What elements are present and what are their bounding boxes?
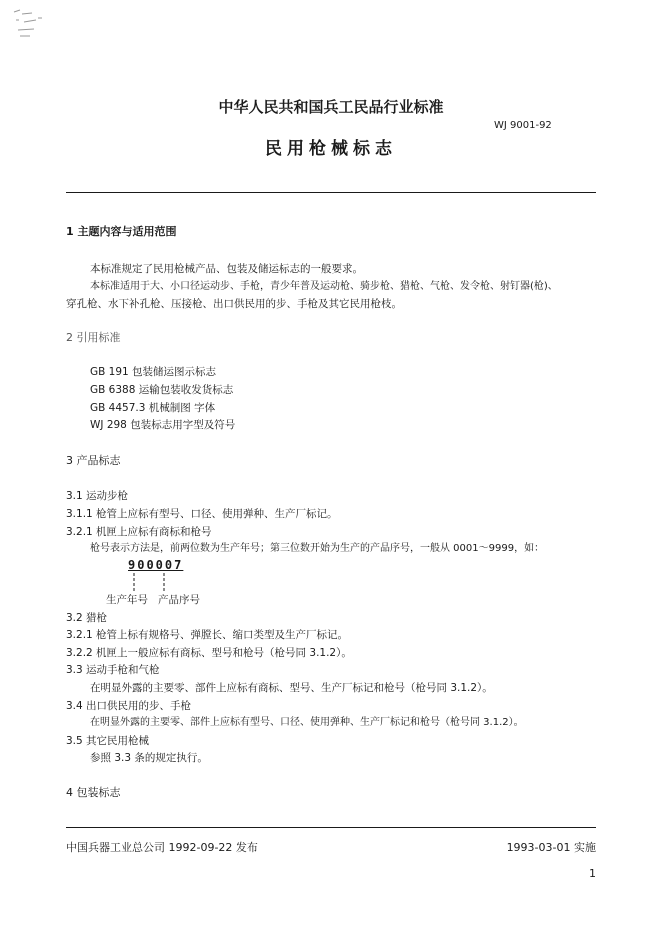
section-4-heading: 4 包装标志: [66, 786, 121, 799]
header-rule: [66, 192, 596, 193]
clause-3-4: 3.4 出口供民用的步、手枪: [66, 700, 192, 712]
section-3-heading: 3 产品标志: [66, 454, 121, 467]
reference-item: GB 6388 运输包装收发货标志: [90, 384, 234, 396]
standard-category: 中华人民共和国兵工民品行业标准: [218, 98, 444, 116]
scan-mark: [10, 6, 60, 46]
reference-item: GB 4457.3 机械制图 字体: [90, 402, 216, 414]
clause-3-2: 3.2 猎枪: [66, 612, 108, 624]
clause-3-1-1: 3.1.1 枪管上应标有型号、口径、使用弹种、生产厂标记。: [66, 508, 338, 520]
clause-3-5-text: 参照 3.3 条的规定执行。: [90, 752, 208, 764]
page-number: 1: [589, 867, 596, 880]
footer-rule: [66, 827, 596, 828]
clause-3-4-text: 在明显外露的主要零、部件上应标有型号、口径、使用弹种、生产厂标记和枪号（枪号同 3.1.2）。: [90, 717, 524, 728]
standard-code: WJ 9001-92: [494, 120, 552, 131]
clause-3-2-1: 3.2.1 枪管上标有规格号、弹膛长、缩口类型及生产厂标记。: [66, 629, 349, 641]
clause-3-3-text: 在明显外露的主要零、部件上应标有商标、型号、生产厂标记和枪号（枪号同 3.1.2）。: [90, 682, 493, 694]
effective-date: 1993-03-01 实施: [506, 841, 596, 854]
serial-number-example: 900007: [128, 558, 184, 572]
document-title: 民用枪械标志: [265, 139, 397, 159]
clause-3-1-2: 3.2.1 机匣上应标有商标和枪号: [66, 526, 212, 538]
section-1-para-1: 本标准规定了民用枪械产品、包装及储运标志的一般要求。: [90, 263, 363, 275]
section-1-para-2a: 本标准适用于大、小口径运动步、手枪，青少年普及运动枪、骑步枪、猎枪、气枪、发令枪、射钉器(枪)、: [90, 281, 558, 292]
clause-3-1: 3.1 运动步枪: [66, 490, 129, 502]
label-production-year: 生产年号: [106, 594, 148, 606]
reference-item: GB 191 包装储运图示标志: [90, 366, 217, 378]
reference-item: WJ 298 包装标志用字型及符号: [90, 419, 236, 431]
issue-date: 中国兵器工业总公司 1992-09-22 发布: [66, 841, 258, 854]
clause-3-5: 3.5 其它民用枪械: [66, 735, 150, 747]
section-2-heading: 2 引用标准: [66, 331, 121, 344]
section-1-para-2b: 穿孔枪、水下补孔枪、压接枪、出口供民用的步、手枪及其它民用枪枝。: [66, 298, 402, 310]
clause-3-2-2: 3.2.2 机匣上一般应标有商标、型号和枪号（枪号同 3.1.2）。: [66, 647, 352, 659]
clause-3-1-2-text: 枪号表示方法是，前两位数为生产年号；第三位数开始为生产的产品序号，一般从 0001～9999，如：: [90, 543, 545, 554]
section-1-heading: 1 主题内容与适用范围: [66, 225, 177, 238]
label-product-sequence: 产品序号: [158, 594, 200, 606]
clause-3-3: 3.3 运动手枪和气枪: [66, 664, 160, 676]
